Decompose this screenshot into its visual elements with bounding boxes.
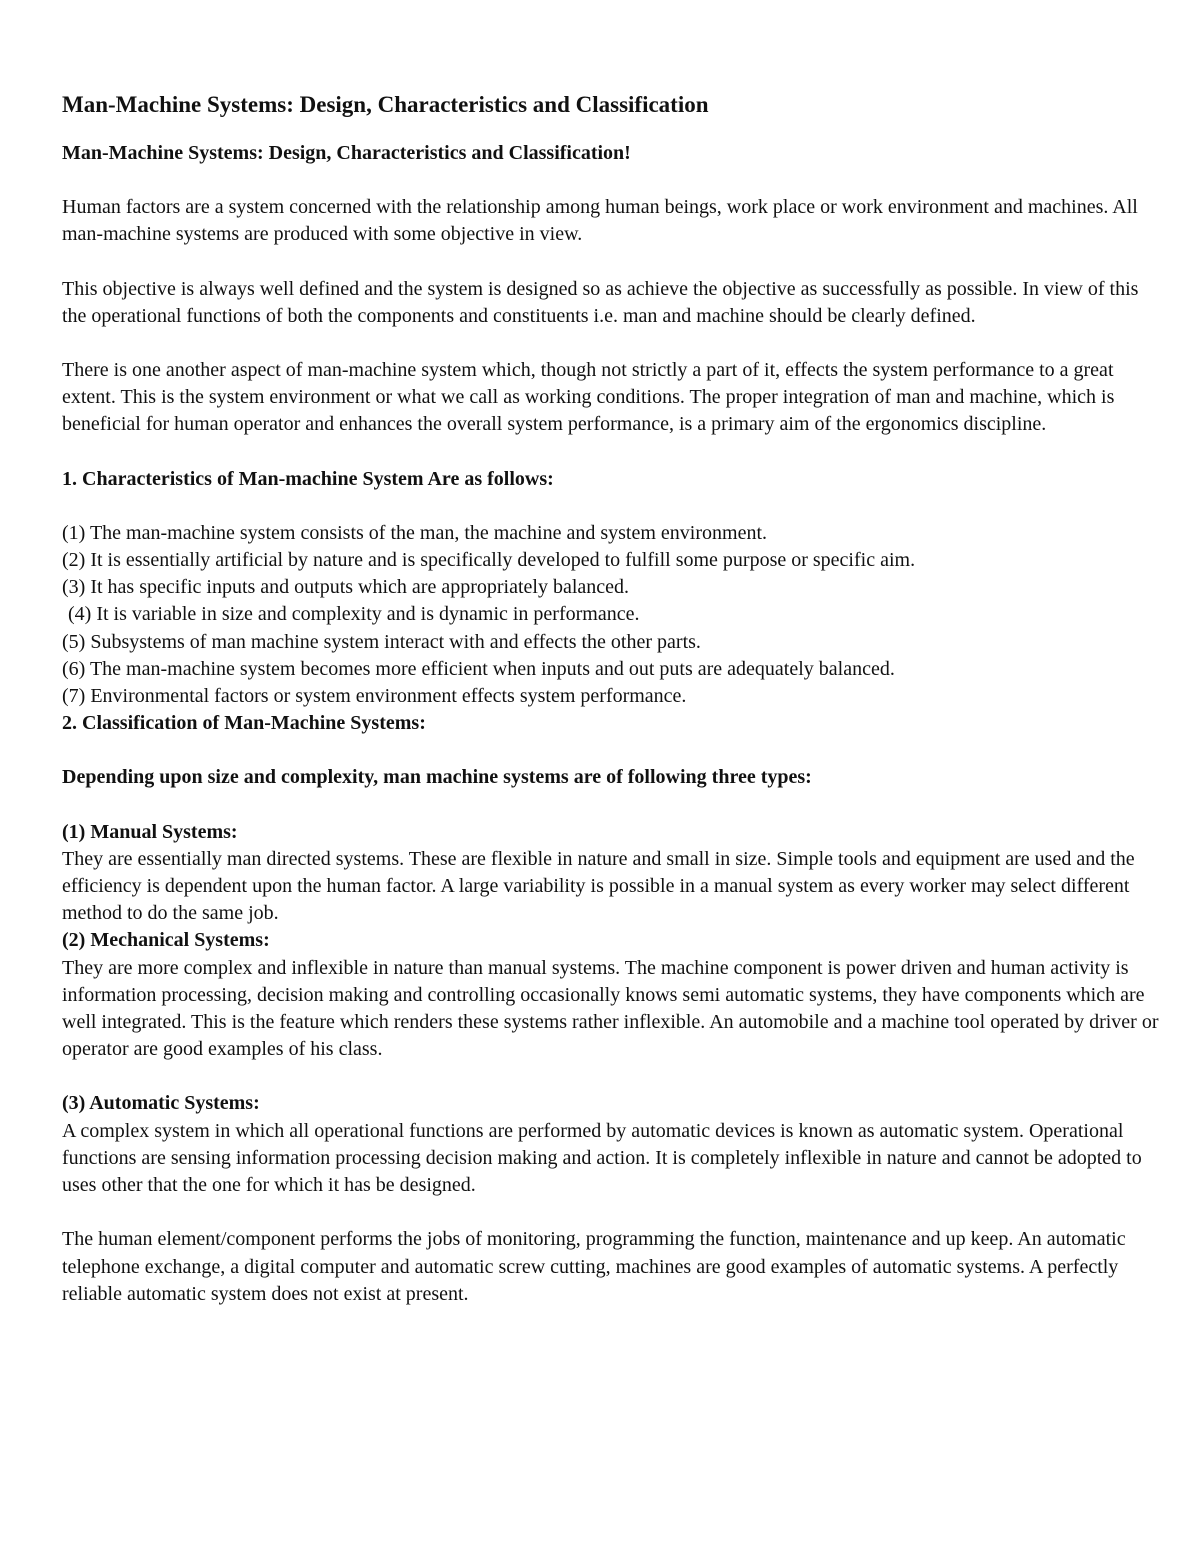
mechanical-systems-heading: (2) Mechanical Systems: <box>62 929 270 952</box>
list-item: (3) It has specific inputs and outputs which are appropriately balanced. <box>62 576 630 599</box>
intro-paragraph-2: This objective is always well defined and the system is designed so as achieve the objective as successfully as possible. In view of this the operational functions of both the components and constituents i.e. man and machine should be clearly defined. <box>62 277 1139 327</box>
list-item: (5) Subsystems of man machine system interact with and effects the other parts. <box>62 630 701 653</box>
page-title: Man-Machine Systems: Design, Characteristics and Classification <box>62 92 709 117</box>
manual-systems-text: They are essentially man directed systems. These are flexible in nature and small in size. Simple tools and equipment are used and the efficiency is dependent upon the human factor. A large variability is possible in a manual system as every worker may select different method to do the same job. <box>62 847 1135 925</box>
list-item: (1) The man-machine system consists of the man, the machine and system environment. <box>62 521 768 544</box>
automatic-systems-text-1: A complex system in which all operational functions are performed by automatic devices is known as automatic system. Operational functions are sensing information processing decision making and action. It is completely inflexible in nature and cannot be adopted to uses other that the one for which it has be designed. <box>62 1119 1142 1197</box>
classification-heading: 2. Classification of Man-Machine Systems: <box>62 712 426 735</box>
document-subtitle: Man-Machine Systems: Design, Characteristics and Classification! <box>62 142 631 164</box>
manual-systems-heading: (1) Manual Systems: <box>62 820 238 843</box>
list-item: (6) The man-machine system becomes more efficient when inputs and out puts are adequately balanced. <box>62 657 895 680</box>
list-item: (7) Environmental factors or system environment effects system performance. <box>62 685 687 708</box>
intro-paragraph-1: Human factors are a system concerned with the relationship among human beings, work place or work environment and machines. All man-machine systems are produced with some objective in view. <box>62 196 1138 246</box>
automatic-systems-heading: (3) Automatic Systems: <box>62 1092 260 1115</box>
classification-intro: Depending upon size and complexity, man machine systems are of following three types: <box>62 766 812 789</box>
automatic-systems-text-2: The human element/component performs the jobs of monitoring, programming the function, maintenance and up keep. An automatic telephone exchange, a digital computer and automatic screw cutting, machines are good examples of automatic systems. A perfectly reliable automatic system does not exist at present. <box>62 1228 1126 1305</box>
document-body <box>62 90 1162 1308</box>
mechanical-systems-text: They are more complex and inflexible in nature than manual systems. The machine component is power driven and human activity is information processing, decision making and controlling occasionally knows semi automatic systems, they have components which are well integrated. This is the feature which renders these systems rather inflexible. An automobile and a machine tool operated by driver or operator are good examples of his class. <box>62 956 1159 1061</box>
characteristics-heading: 1. Characteristics of Man-machine System Are as follows: <box>62 467 554 490</box>
characteristics-list <box>62 520 1162 710</box>
intro-paragraph-3: There is one another aspect of man-machine system which, though not strictly a part of it, effects the system performance to a great extent. This is the system environment or what we call as working conditions. The proper integration of man and machine, which is beneficial for human operator and enhances the overall system performance, is a primary aim of the ergonomics discipline. <box>62 359 1115 436</box>
list-item: (2) It is essentially artificial by nature and is specifically developed to fulfill some purpose or specific aim. <box>62 549 916 572</box>
list-item: (4) It is variable in size and complexity and is dynamic in performance. <box>68 603 640 626</box>
